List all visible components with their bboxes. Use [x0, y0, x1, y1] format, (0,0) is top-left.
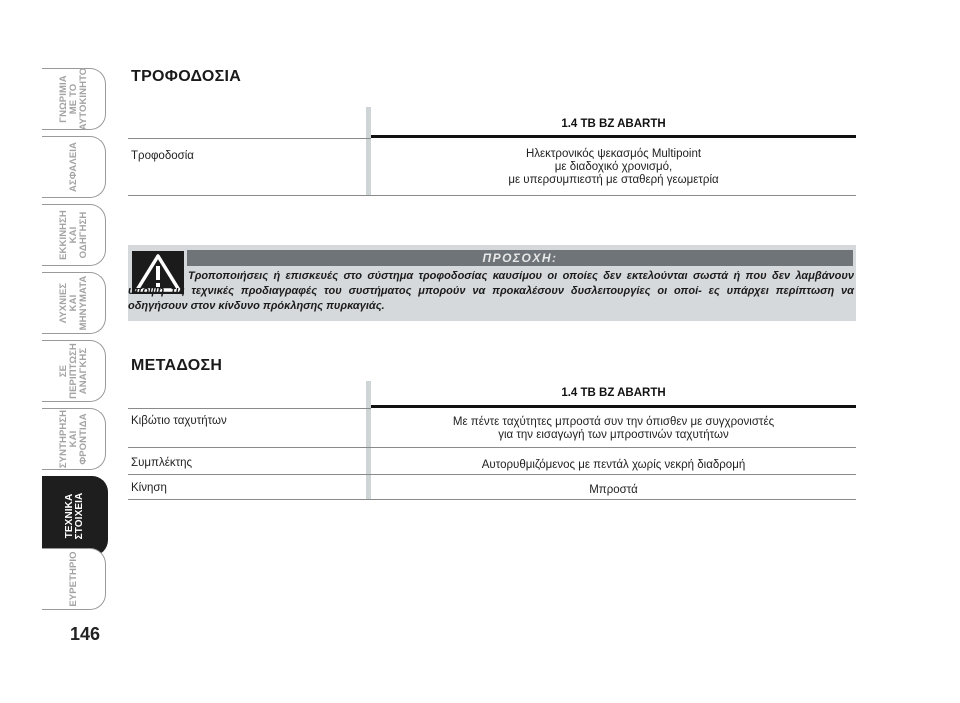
header-rule [371, 135, 856, 138]
tab-label: ΕΚΚΙΝΗΣΗ ΚΑΙ ΟΔΗΓΗΣΗ [57, 210, 89, 260]
tab-index[interactable] [42, 548, 106, 610]
clutch-value: Αυτορυθμιζόμενος με πεντάλ χωρίς νεκρή διαδρομή [481, 459, 746, 471]
clutch-label: Συμπλέκτης [131, 457, 193, 469]
value-line: Ηλεκτρονικός ψεκασμός Multipoint [525, 148, 702, 160]
transmission-model-header: 1.4 TB BZ ABARTH [561, 387, 666, 399]
tab-technical-data[interactable] [42, 476, 108, 556]
tab-starting-driving[interactable] [42, 204, 106, 266]
value-line: με διαδοχικό χρονισμό, [554, 161, 673, 173]
gearbox-label: Κιβώτιο ταχυτήτων [131, 415, 227, 427]
tab-label: ΕΥΡΕΤΗΡΙΟ [67, 551, 79, 607]
row-divider [128, 447, 856, 448]
tab-label: ΤΕΧΝΙΚΑ ΣΤΟΙΧΕΙΑ [63, 492, 85, 540]
fuel-model-header: 1.4 TB BZ ABARTH [561, 118, 666, 130]
value-line: για την εισαγωγή των μπροστινών ταχυτήτων [498, 429, 729, 441]
value-line: με υπερσυμπιεστή με σταθερή γεωμετρία [508, 174, 719, 186]
tab-lights-messages[interactable] [42, 272, 106, 334]
header-rule [371, 405, 856, 408]
row-divider [128, 499, 856, 500]
tab-emergency[interactable] [42, 340, 106, 402]
fuel-row-value [371, 148, 856, 187]
tab-label: ΣΕ ΠΕΡΙΠΤΩΣΗ ΑΝΑΓΚΗΣ [57, 343, 89, 399]
transmission-section-title: ΜΕΤΑΔΟΣΗ [131, 357, 223, 374]
row-divider [128, 138, 371, 139]
warning-heading: ΠΡΟΣΟΧΗ: [187, 250, 853, 266]
warning-text: Τροποποιήσεις ή επισκευές στο σύστημα τροφοδοσίας καυσίμου οι οποίες δεν εκτελούνται σωστά ή που δεν λαμβάνουν υπόψη τις τεχνικές προδιαγραφές του συστήματος μπορούν να προκαλέσουν δυσλειτουργίες οι οποί- ες υπάρχει περίπτωση να οδηγήσουν στον κίνδυνο πρόκλησης πυρκαγιάς. [128, 270, 854, 312]
warning-box [128, 245, 856, 321]
value-line: Με πέντε ταχύτητες μπροστά συν την όπισθεν με συγχρονιστές [452, 416, 775, 428]
tab-safety[interactable] [42, 136, 106, 198]
tab-label: ΓΝΩΡΙΜΙΑ ΜΕ ΤΟ ΑΥΤΟΚΙΝΗΤΟ [57, 67, 89, 131]
row-divider [128, 195, 856, 196]
tab-label: ΑΣΦΑΛΕΙΑ [67, 142, 79, 192]
page-number: 146 [70, 624, 101, 644]
drive-label: Κίνηση [131, 482, 167, 494]
gearbox-value [371, 416, 856, 442]
drive-value: Μπροστά [589, 484, 638, 496]
tab-label: ΛΥΧΝΙΕΣ ΚΑΙ ΜΗΝΥΜΑΤΑ [57, 275, 89, 331]
tab-maintenance[interactable] [42, 408, 106, 470]
fuel-row-label: Τροφοδοσία [131, 150, 194, 162]
tab-label: ΣΥΝΤΗΡΗΣΗ ΚΑΙ ΦΡΟΝΤΙΔΑ [57, 409, 89, 469]
tab-getting-to-know[interactable] [42, 68, 106, 130]
row-divider [128, 408, 371, 409]
row-divider [128, 474, 856, 475]
fuel-section-title: ΤΡΟΦΟΔΟΣΙΑ [131, 68, 242, 85]
